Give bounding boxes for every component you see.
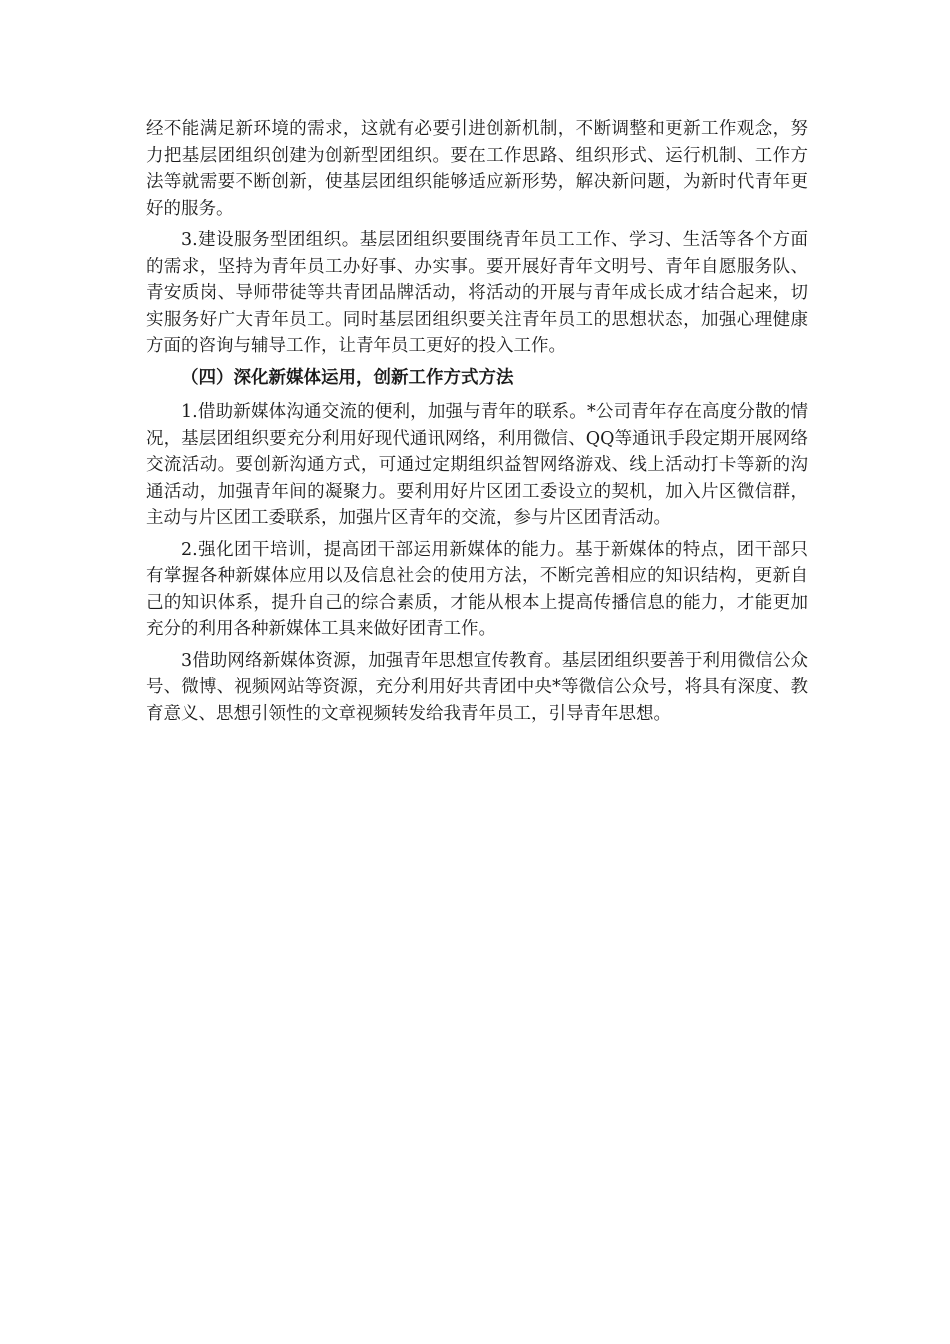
section-heading: （四）深化新媒体运用，创新工作方式方法 bbox=[181, 367, 514, 388]
document-page bbox=[146, 116, 808, 732]
paragraph-continuation: 经不能满足新环境的需求，这就有必要引进创新机制，不断调整和更新工作观念，努力把基层团组织创建为创新型团组织。要在工作思路、组织形式、运行机制、工作方法等就需要不断创新，使基层团组织能够适应新形势，解决新问题，为新时代青年更好的服务。 bbox=[146, 119, 808, 219]
paragraph-ideological-education: 3借助网络新媒体资源，加强青年思想宣传教育。基层团组织要善于利用微信公众号、微博、视频网站等资源，充分利用好共青团中央*等微信公众号，将具有深度、教育意义、思想引领性的文章视频转发给我青年员工，引导青年思想。 bbox=[146, 650, 808, 724]
paragraph-service-organization: 3.建设服务型团组织。基层团组织要围绕青年员工工作、学习、生活等各个方面的需求，坚持为青年员工办好事、办实事。要开展好青年文明号、青年自愿服务队、青安质岗、导师带徒等共青团品牌活动，将活动的开展与青年成长成才结合起来，切实服务好广大青年员工。同时基层团组织要关注青年员工的思想状态，加强心理健康方面的咨询与辅导工作，让青年员工更好的投入工作。 bbox=[146, 230, 808, 356]
paragraph-new-media-communication: 1.借助新媒体沟通交流的便利，加强与青年的联系。*公司青年存在高度分散的情况，基层团组织要充分利用好现代通讯网络，利用微信、QQ等通讯手段定期开展网络交流活动。要创新沟通方式，可通过定期组织益智网络游戏、线上活动打卡等新的沟通活动，加强青年间的凝聚力。要利用好片区团工委设立的契机，加入片区微信群，主动与片区团工委联系，加强片区青年的交流，参与片区团青活动。 bbox=[146, 402, 808, 528]
paragraph-cadre-training: 2.强化团干培训，提高团干部运用新媒体的能力。基于新媒体的特点，团干部只有掌握各种新媒体应用以及信息社会的使用方法，不断完善相应的知识结构，更新自己的知识体系，提升自己的综合素质，才能从根本上提高传播信息的能力，才能更加充分的利用各种新媒体工具来做好团青工作。 bbox=[146, 539, 808, 639]
